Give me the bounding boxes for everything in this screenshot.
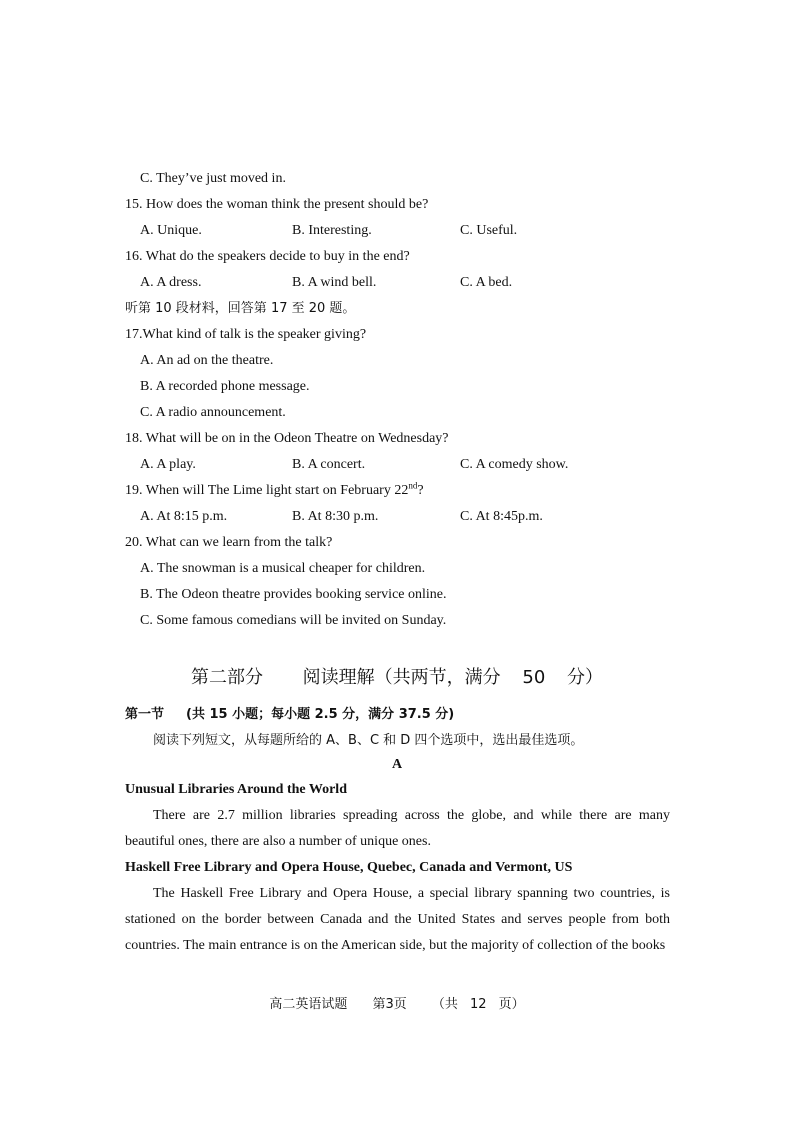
exam-page: C. They’ve just moved in. 15. How does the woman think the present should be? A. Unique. B. Interesting. C. Useful. 16. What do the speakers decide to buy in the end? A. A dress. B. A wind bell. C. A bed. 听第 10 段材料，回答第 17 至 20 题。 17.What kind of talk is the speaker giving? A. An ad on the theatre. B. A recorded phone message. C. A radio announcement. 18. What will be on in the Odeon Theatre on Wednesday? A. A play. B. A concert. C. A comedy show. 19. When will The Lime light start on February 22nd? A. At 8:15 p.m. B. At 8:30 p.m. C. At 8:45p.m. 20. What can we learn from the talk? A. The snowman is a musical cheaper for children. B. The Odeon theatre provides booking service online. C. Some famous comedians will be invited on Sunday. 第二部分 阅读理解（共两节，满分 50 分） 第一节 (共 15 小题；每小题 2.5 分，满分 37.5 分) 阅读下列短文，从每题所给的 A、B、C 和 D 四个选项中，选出最佳选项。 A Unusual Libraries Around the World There are 2.7 million libraries spreading across the globe, and while there are many beautiful ones, there are also a number of unique ones. Haskell Free Library and Opera House, Quebec, Canada and Vermont, US The Haskell Free Library and Opera House, a special library spanning two countries, is stationed on the border between Canada and the United States and serves people from both countries. The main entrance is on the American side, but the majority of collection of the books 高二英语试题 第3页 （共 12 页） — [0, 0, 794, 1122]
q19-stem: 19. When will The Lime light start on February 22nd? — [125, 480, 424, 498]
q18-option-c: C. A comedy show. — [460, 457, 569, 472]
section1-label: 第一节 — [125, 707, 165, 722]
q15-option-b: B. Interesting. — [292, 223, 372, 238]
passage-paragraph-haskell: The Haskell Free Library and Opera House, a special library spanning two countries, is stationed on the border between Canada and the United States and serves people from both countries. The main entrance is on the American side, but the majority of collection of the books — [125, 886, 670, 953]
q19-option-a: A. At 8:15 p.m. — [140, 509, 228, 524]
q16-option-c: C. A bed. — [460, 275, 513, 290]
passage-heading-haskell: Haskell Free Library and Opera House, Quebec, Canada and Vermont, US — [125, 860, 573, 875]
q20-stem: 20. What can we learn from the talk? — [125, 535, 333, 550]
part2-title: 第二部分 阅读理解（共两节，满分 50 分） — [190, 667, 604, 688]
passage-letter: A — [391, 757, 403, 772]
q17-stem: 17.What kind of talk is the speaker giving? — [125, 327, 367, 342]
section1-detail: (共 15 小题；每小题 2.5 分，满分 37.5 分) — [186, 707, 455, 722]
q19-option-c: C. At 8:45p.m. — [460, 509, 543, 524]
q18-option-a: A. A play. — [140, 457, 196, 472]
passage-title: Unusual Libraries Around the World — [125, 782, 347, 797]
q16-option-a: A. A dress. — [140, 275, 202, 290]
section1-heading — [125, 705, 454, 725]
q16-stem: 16. What do the speakers decide to buy in the end? — [125, 249, 410, 264]
q18-option-b: B. A concert. — [292, 457, 366, 472]
q15-stem: 15. How does the woman think the present should be? — [125, 197, 429, 212]
q15-option-c: C. Useful. — [460, 223, 518, 238]
listening-instruction-10: 听第 10 段材料，回答第 17 至 20 题。 — [125, 301, 356, 316]
reading-instruction: 阅读下列短文，从每题所给的 A、B、C 和 D 四个选项中，选出最佳选项。 — [153, 733, 584, 748]
page-footer: 高二英语试题 第3页 （共 12 页） — [269, 997, 525, 1012]
q15-option-a: A. Unique. — [140, 223, 202, 238]
q18-stem: 18. What will be on in the Odeon Theatre on Wednesday? — [125, 431, 449, 446]
q19-option-b: B. At 8:30 p.m. — [292, 509, 379, 524]
passage-intro: There are 2.7 million libraries spreading across the globe, and while there are many beautiful ones, there are also a number of unique ones. — [125, 808, 670, 849]
q16-option-b: B. A wind bell. — [292, 275, 377, 290]
